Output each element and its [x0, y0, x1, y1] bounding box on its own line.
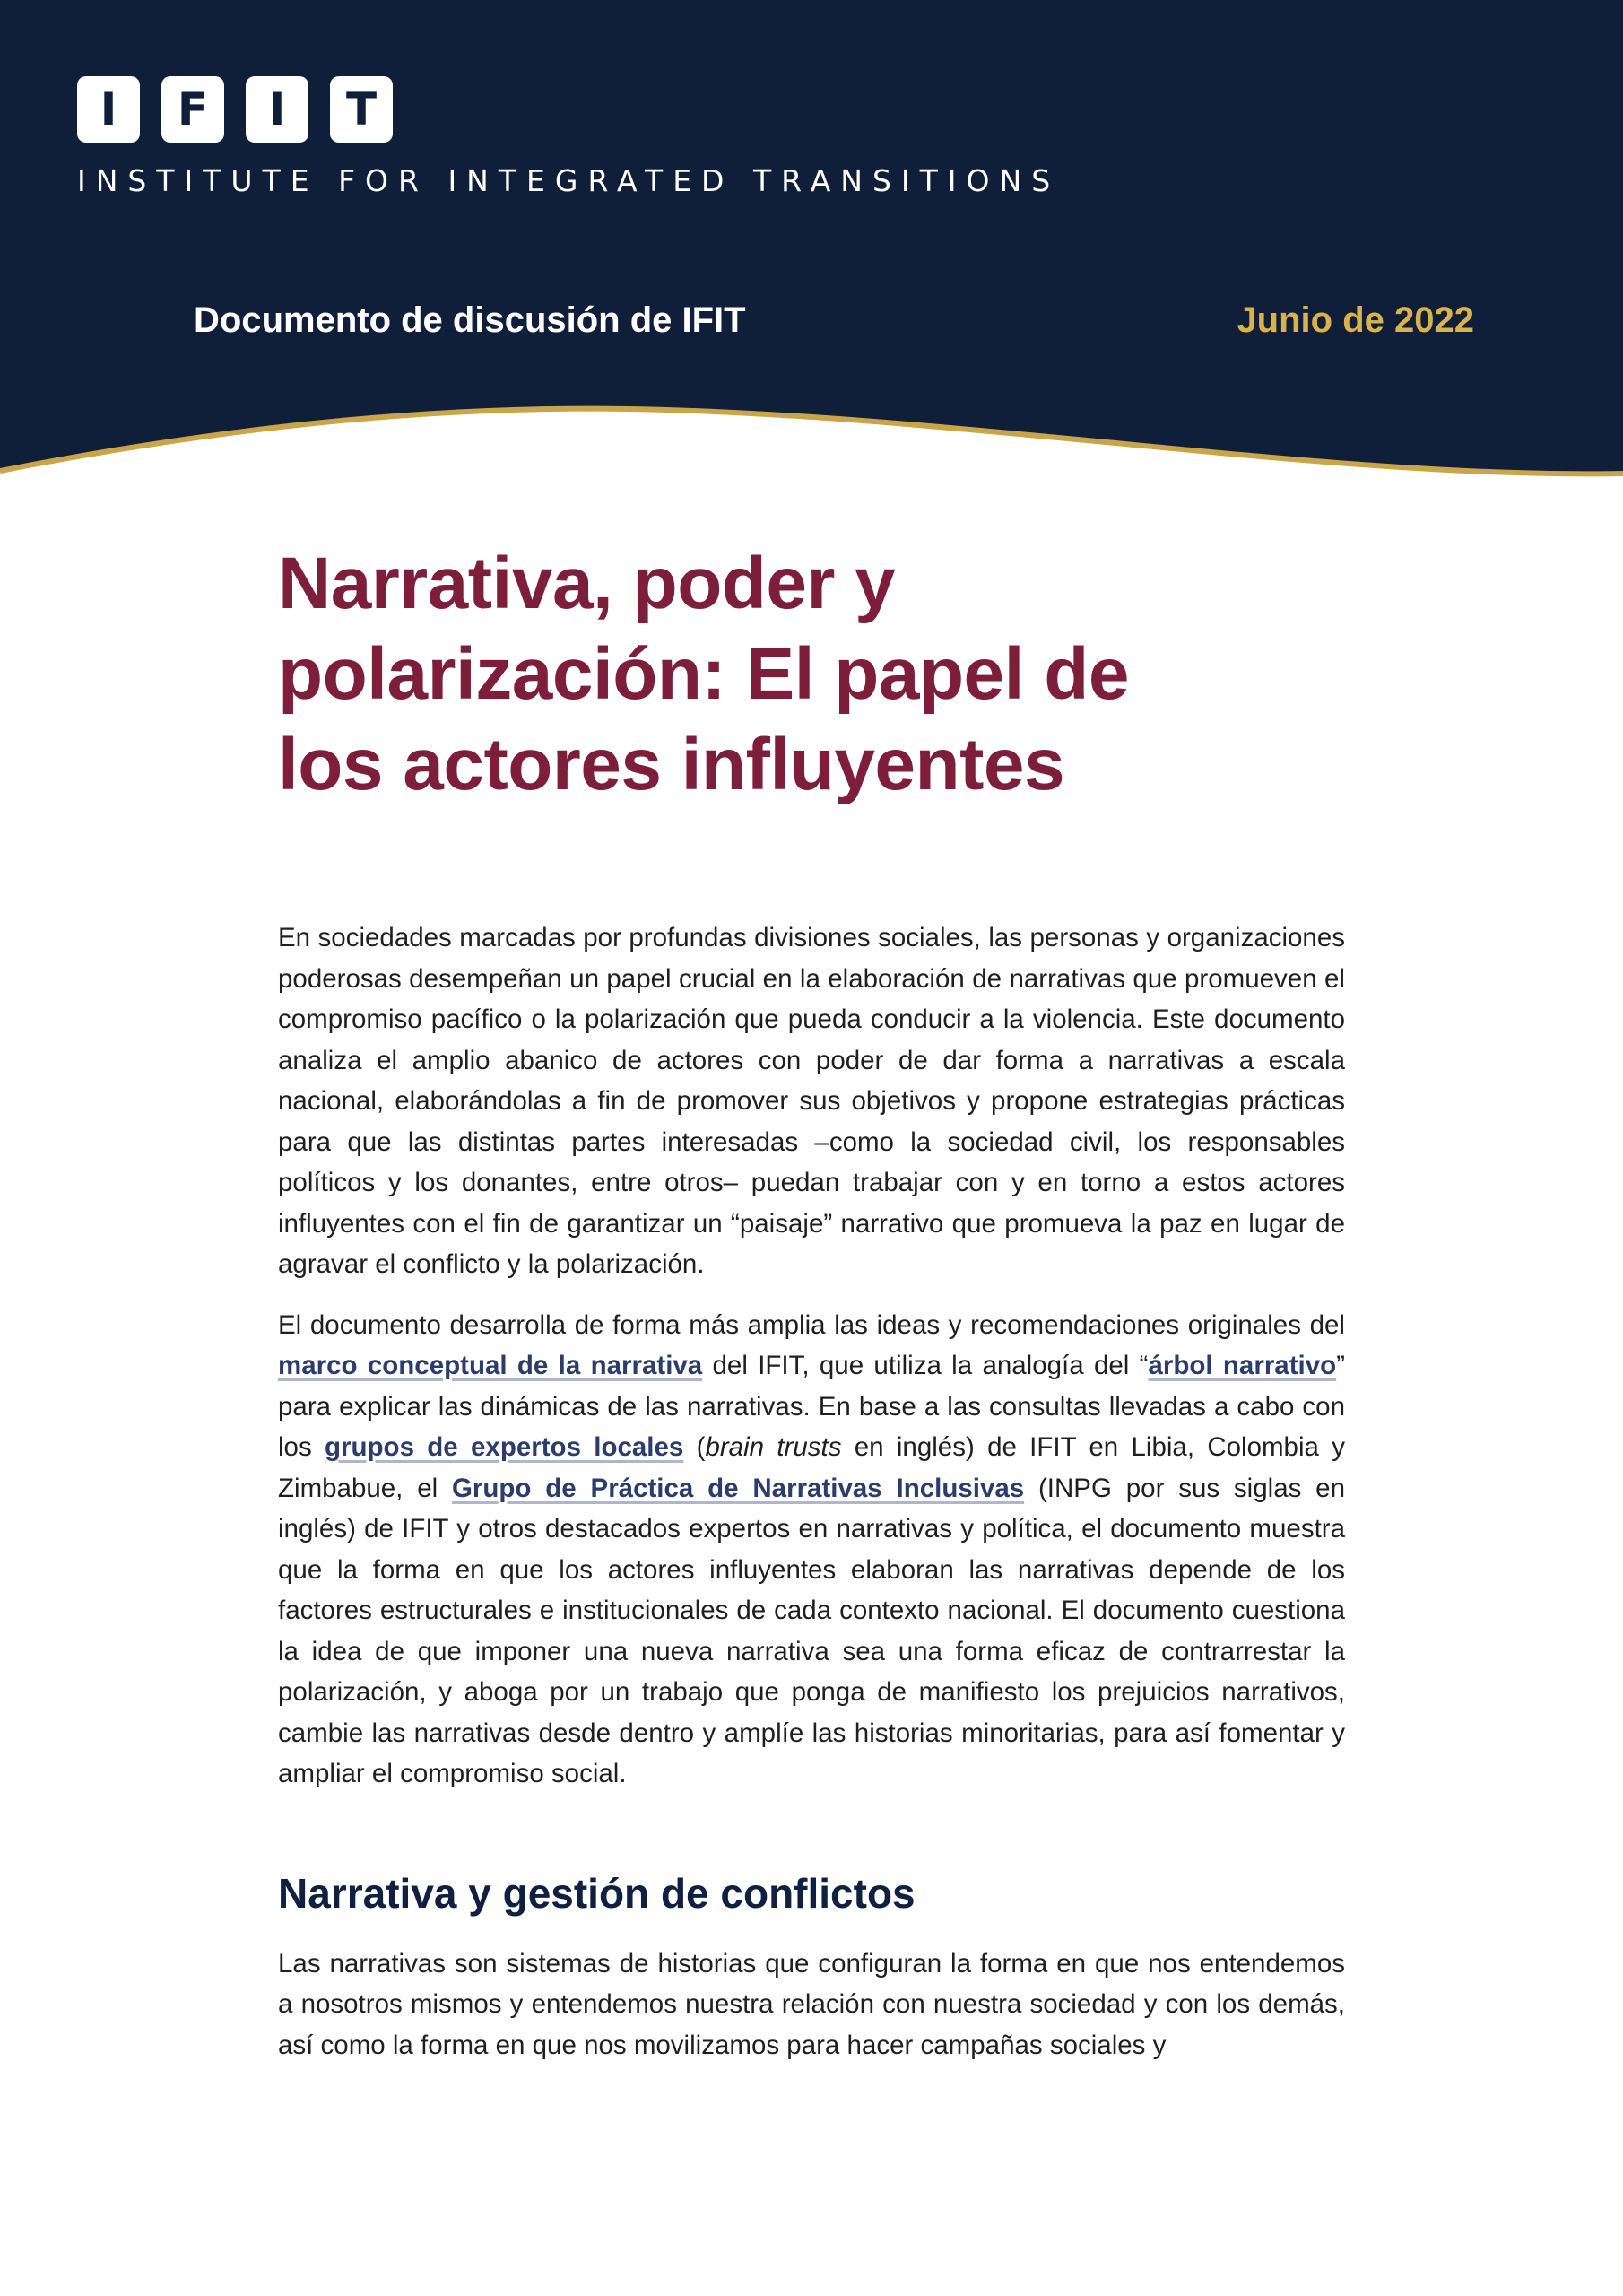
document-body: [278, 538, 1345, 2066]
logo-tile-f: F: [161, 76, 224, 143]
document-title: [278, 538, 1345, 810]
text-run: (INPG por sus siglas en inglés) de IFIT y otros destacados expertos en narrativas y política, el documento muestra que la forma en que los actores influyentes elaboran las narrativas depende de los factores estructurales e institucionales de cada contexto nacional. El documento cuestiona la idea de que imponer una nueva narrativa sea una forma eficaz de contrarrestar la polarización, y aboga por un trabajo que ponga de manifiesto los prejuicios narrativos, cambie las narrativas desde dentro y amplíe las historias minoritarias, para así fomentar y ampliar el compromiso social.: [278, 1473, 1345, 1788]
header-background-wave: [0, 0, 1623, 484]
logo-tile-i1: I: [77, 76, 140, 143]
header-band: [0, 0, 1623, 484]
abstract-paragraph-1: En sociedades marcadas por profundas divisiones sociales, las personas y organizaciones poderosas desempeñan un papel crucial en la elaboración de narrativas que promueven el compromiso pacífico o la polarización que pueda conducir a la violencia. Este documento analiza el amplio abanico de actores con poder de dar forma a narrativas a escala nacional, elaborándolas a fin de promover sus objetivos y propone estrategias prácticas para que las distintas partes interesadas –como la sociedad civil, los responsables políticos y los donantes, entre otros– puedan trabajar con y en torno a estos actores influyentes con el fin de garantizar un “paisaje” narrativo que promueva la paz en lugar de agravar el conflicto y la polarización.: [278, 923, 1345, 1279]
text-run: El documento desarrolla de forma más amplia las ideas y recomendaciones originales del: [278, 1309, 1345, 1340]
link-arbol-narrativo[interactable]: árbol narrativo: [1148, 1351, 1337, 1380]
section-heading: Narrativa y gestión de conflictos: [278, 1869, 916, 1917]
link-marco-conceptual[interactable]: marco conceptual de la narrativa: [278, 1351, 703, 1380]
title-line-2: polarización: El papel de: [278, 633, 1129, 715]
link-grupos-expertos-locales[interactable]: grupos de expertos locales: [325, 1432, 684, 1462]
document-date: Junio de 2022: [1237, 300, 1474, 340]
italic-term: brain trusts: [705, 1432, 842, 1462]
text-run: ” para explicar las dinámicas de las narrativas. En base a las consultas llevadas a cabo con los: [278, 1351, 1345, 1462]
title-line-1: Narrativa, poder y: [278, 543, 896, 624]
institute-name: INSTITUTE FOR INTEGRATED TRANSITIONS: [77, 163, 1061, 198]
logo-tile-t: T: [330, 76, 393, 143]
text-run: del IFIT, que utiliza la analogía del “: [702, 1351, 1149, 1380]
document-type: Documento de discusión de IFIT: [194, 300, 746, 340]
ifit-logo: [77, 76, 393, 143]
section-paragraph-1: Las narrativas son sistemas de historias que configuran la forma en que nos entendemos a nosotros mismos y entendemos nuestra relación con nuestra sociedad y con los demás, así como la forma en que nos movilizamos para hacer campañas sociales y: [278, 1948, 1345, 2060]
text-run: en inglés) de IFIT en Libia, Colombia y Zimbabue, el: [278, 1432, 1345, 1503]
abstract-paragraph-2: [278, 1305, 1345, 1795]
link-grupo-practica-narrativas[interactable]: Grupo de Práctica de Narrativas Inclusivas: [451, 1473, 1025, 1503]
logo-tile-i2: I: [246, 76, 308, 143]
title-line-3: los actores influyentes: [278, 724, 1065, 805]
text-run: (: [683, 1432, 706, 1462]
